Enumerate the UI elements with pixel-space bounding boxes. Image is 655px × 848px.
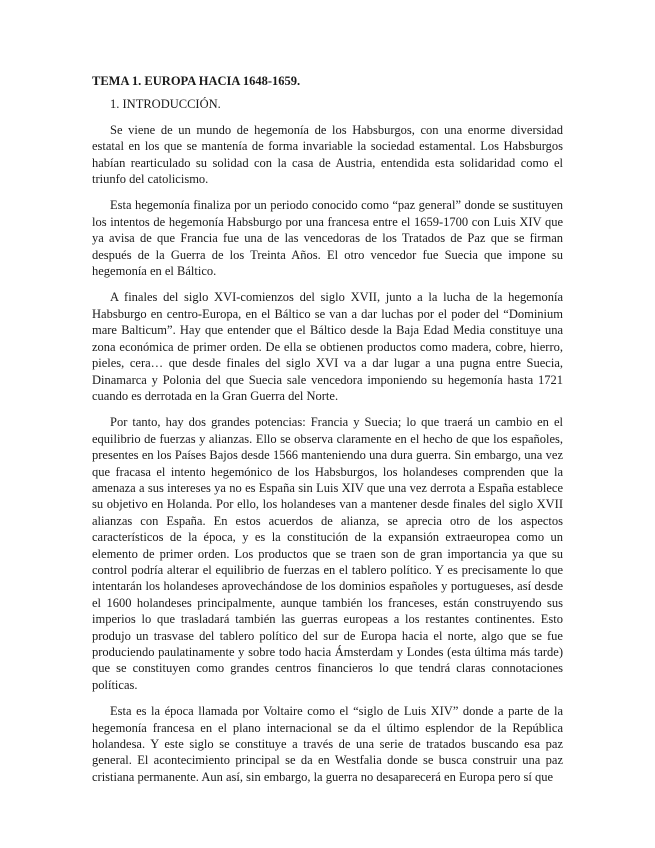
paragraph: Esta es la época llamada por Voltaire como el “siglo de Luis XIV” donde a parte de la hegemonía francesa en el plano internacional se da el último esplendor de la República holandesa. Y este siglo se constituye a través de una serie de tratados buscando esa paz general. El acontecimiento principal se da en Westfalia donde se busca construir una paz cristiana permanente. Aun así, sin embargo, la guerra no desaparecerá en Europa pero sí que bbox=[92, 704, 563, 784]
paragraph: Por tanto, hay dos grandes potencias: Francia y Suecia; lo que traerá un cambio en el equilibrio de fuerzas y alianzas. Ello se observa claramente en el hecho de que los españoles, presentes en los Países Bajos desde 1566 manteniendo una dura guerra. Sin embargo, una vez que fracasa el intento hegemónico de los Habsburgos, los holandeses comprenden que la amenaza a sus intereses ya no es España sin Luis XIV que una vez derrota a España establece su objetivo en Holanda. Por ello, los holandeses van a mantener desde finales del siglo XVII alianzas con España. En estos acuerdos de alianza, se aprecia otro de los aspectos característicos de la época, y es la constitución de la expansión extraeuropea como un elemento de primer orden. Los productos que se traen son de gran importancia ya que su control podría alterar el equilibrio de fuerzas en el tablero político. Y es precisamente lo que intentarán los holandeses aprovechándose de los dominios españoles y portugueses, así desde el 1600 holandeses principalmente, aunque también los franceses, están construyendo sus imperios lo que trasladará también las guerras europeas a los restantes continentes. Esto produjo un trasvase del tablero político del sur de Europa hacia el norte, algo que se fue produciendo paulatinamente y sobre todo hacia Ámsterdam y Londes (esta última más tarde) que se constituyen como grandes centros financieros lo que tendrá claras connotaciones políticas. bbox=[92, 415, 563, 692]
paragraph: Esta hegemonía finaliza por un periodo conocido como “paz general” donde se sustituyen los intentos de hegemonía Habsburgo por una francesa entre el 1659-1700 con Luis XIV que ya avisa de que Francia fue una de las vencedoras de los Tratados de Paz que se firman después de la Guerra de los Treinta Años. El otro vencedor fue Suecia que impone su hegemonía en el Báltico. bbox=[92, 198, 563, 279]
document-title: TEMA 1. EUROPA HACIA 1648-1659. bbox=[92, 74, 301, 88]
paragraph: A finales del siglo XVI-comienzos del siglo XVII, junto a la lucha de la hegemonía Habsburgo en centro-Europa, en el Báltico se van a dar luchas por el poder del “Dominium mare Balticum”. Hay que entender que el Báltico desde la Baja Edad Media constituye una zona económica de primer orden. De ella se obtienen productos como madera, cobre, hierro, pieles, cera… que desde finales del siglo XVI va a dar lugar a una pugna entre Suecia, Dinamarca y Polonia del que Suecia sale vencedora imponiendo su hegemonía hasta 1721 cuando es derrotada en la Gran Guerra del Norte. bbox=[92, 290, 563, 403]
section-heading-introduccion: 1. INTRODUCCIÓN. bbox=[110, 97, 221, 112]
document-body bbox=[92, 73, 563, 785]
paragraph: Se viene de un mundo de hegemonía de los Habsburgos, con una enorme diversidad estatal en los que se mantenía de forma invariable la sociedad estamental. Los Habsburgos habían rearticulado su solidad con la casa de Austria, entendida esta solidaridad como el triunfo del catolicismo. bbox=[92, 122, 563, 187]
